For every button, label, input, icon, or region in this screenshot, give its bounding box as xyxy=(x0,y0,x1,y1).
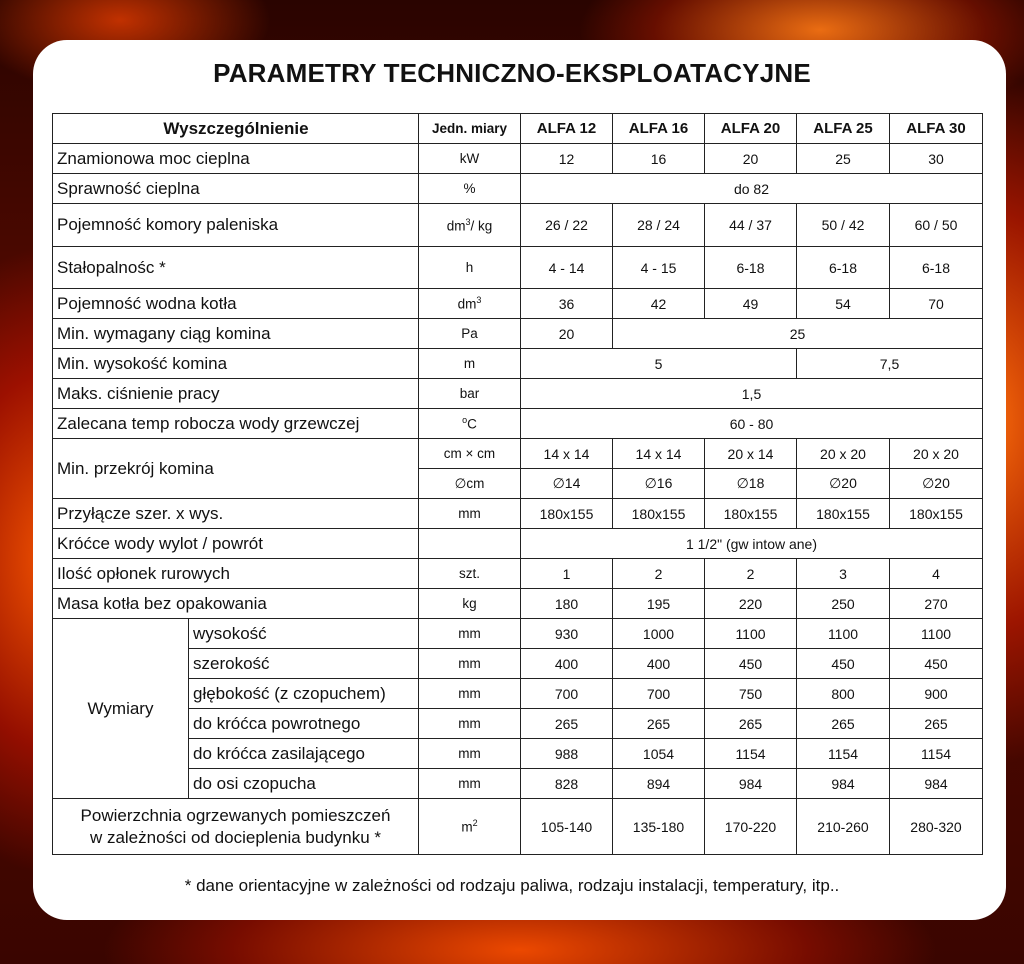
cell-value: 450 xyxy=(705,649,797,679)
table-row xyxy=(53,559,983,589)
cell-value: 54 xyxy=(797,289,890,319)
cell-value: 1000 xyxy=(613,619,705,649)
cell-value: ∅18 xyxy=(705,469,797,499)
cell-value: 70 xyxy=(890,289,983,319)
cell-value: 265 xyxy=(613,709,705,739)
table-row xyxy=(53,379,983,409)
cell-value: 50 / 42 xyxy=(797,204,890,247)
cell-value: 400 xyxy=(613,649,705,679)
row-unit: $^o$C xyxy=(419,409,521,439)
cell-value: 450 xyxy=(797,649,890,679)
cell-value: 1,5 xyxy=(521,379,983,409)
row-unit: m xyxy=(419,349,521,379)
cell-value: 14 x 14 xyxy=(521,439,613,469)
row-unit: $m^2$ xyxy=(419,799,521,855)
cell-value: 700 xyxy=(521,679,613,709)
cell-value: 6-18 xyxy=(705,247,797,289)
cell-value: 26 / 22 xyxy=(521,204,613,247)
row-label: Znamionowa moc cieplna xyxy=(53,144,419,174)
header-model: ALFA 16 xyxy=(613,114,705,144)
cell-value: 900 xyxy=(890,679,983,709)
spec-table xyxy=(52,113,983,855)
cell-value: 49 xyxy=(705,289,797,319)
table-row xyxy=(53,589,983,619)
table-row xyxy=(53,144,983,174)
cell-value: 7,5 xyxy=(797,349,983,379)
cell-value: 265 xyxy=(797,709,890,739)
cell-value: 984 xyxy=(705,769,797,799)
cell-value: 4 xyxy=(890,559,983,589)
row-unit: bar xyxy=(419,379,521,409)
cell-value: 36 xyxy=(521,289,613,319)
row-label: Stałopalnośc * xyxy=(53,247,419,289)
cell-value: 60 - 80 xyxy=(521,409,983,439)
cell-value: 25 xyxy=(797,144,890,174)
cell-value: 20 x 14 xyxy=(705,439,797,469)
row-unit: szt. xyxy=(419,559,521,589)
cell-value: 6-18 xyxy=(797,247,890,289)
row-label: Ilość opłonek rurowych xyxy=(53,559,419,589)
table-row xyxy=(53,769,983,799)
cell-value: 25 xyxy=(613,319,983,349)
cell-value: 28 / 24 xyxy=(613,204,705,247)
table-row xyxy=(53,409,983,439)
row-label-line: w zależności od docieplenia budynku * xyxy=(89,827,382,847)
cell-value: 2 xyxy=(705,559,797,589)
row-label-line: Powierzchnia ogrzewanych pomieszczeń xyxy=(80,805,391,825)
table-row xyxy=(53,649,983,679)
page-title: PARAMETRY TECHNICZNO-EKSPLOATACYJNE xyxy=(213,58,811,88)
table-row xyxy=(53,709,983,739)
cell-value: 988 xyxy=(521,739,613,769)
cell-value: 1100 xyxy=(705,619,797,649)
row-unit: mm xyxy=(419,709,521,739)
cell-value: 14 x 14 xyxy=(613,439,705,469)
table-row xyxy=(53,799,983,855)
row-label: Min. wysokość komina xyxy=(53,349,419,379)
cell-value: 20 xyxy=(705,144,797,174)
table-row xyxy=(53,499,983,529)
row-label: Pojemność komory paleniska xyxy=(53,204,419,247)
table-row xyxy=(53,679,983,709)
table-row xyxy=(53,289,983,319)
row-label: Maks. ciśnienie pracy xyxy=(53,379,419,409)
row-unit: mm xyxy=(419,499,521,529)
row-unit: mm xyxy=(419,739,521,769)
header-model: ALFA 20 xyxy=(705,114,797,144)
cell-value: do 82 xyxy=(521,174,983,204)
row-label: do osi czopucha xyxy=(189,769,419,799)
row-label: Króćce wody wylot / powrót xyxy=(53,529,419,559)
row-label xyxy=(53,799,419,855)
cell-value: 42 xyxy=(613,289,705,319)
row-label: szerokość xyxy=(189,649,419,679)
cell-value: 280-320 xyxy=(890,799,983,855)
cell-value: 195 xyxy=(613,589,705,619)
table-row xyxy=(53,739,983,769)
table-row xyxy=(53,529,983,559)
cell-value: 135-180 xyxy=(613,799,705,855)
cell-value: 700 xyxy=(613,679,705,709)
table-row xyxy=(53,619,983,649)
cell-value: 1 xyxy=(521,559,613,589)
cell-value: 20 x 20 xyxy=(797,439,890,469)
cell-value: 894 xyxy=(613,769,705,799)
cell-value: 400 xyxy=(521,649,613,679)
cell-value: 20 xyxy=(521,319,613,349)
row-unit: mm xyxy=(419,769,521,799)
row-unit: kW xyxy=(419,144,521,174)
header-model: ALFA 30 xyxy=(890,114,983,144)
cell-value: 5 xyxy=(521,349,797,379)
cell-value: 450 xyxy=(890,649,983,679)
cell-value: 4 - 15 xyxy=(613,247,705,289)
header-model: ALFA 12 xyxy=(521,114,613,144)
cell-value: 20 x 20 xyxy=(890,439,983,469)
cell-value: 170-220 xyxy=(705,799,797,855)
cell-value: 250 xyxy=(797,589,890,619)
row-unit: h xyxy=(419,247,521,289)
cell-value: ∅16 xyxy=(613,469,705,499)
cell-value: 180x155 xyxy=(613,499,705,529)
cell-value: 2 xyxy=(613,559,705,589)
cell-value: 265 xyxy=(890,709,983,739)
row-label: Zalecana temp robocza wody grzewczej xyxy=(53,409,419,439)
cell-value: 105-140 xyxy=(521,799,613,855)
row-label: Sprawność cieplna xyxy=(53,174,419,204)
row-unit: $dm^3$ xyxy=(419,289,521,319)
cell-value: 1100 xyxy=(890,619,983,649)
cell-value: 4 - 14 xyxy=(521,247,613,289)
row-unit: Pa xyxy=(419,319,521,349)
cell-value: 1154 xyxy=(705,739,797,769)
row-label: Masa kotła bez opakowania xyxy=(53,589,419,619)
cell-value: 180x155 xyxy=(705,499,797,529)
row-label: wysokość xyxy=(189,619,419,649)
row-unit: $dm^3/$ kg xyxy=(419,204,521,247)
cell-value: 3 xyxy=(797,559,890,589)
cell-value: 12 xyxy=(521,144,613,174)
cell-value: 984 xyxy=(797,769,890,799)
cell-value: 30 xyxy=(890,144,983,174)
cell-value: 984 xyxy=(890,769,983,799)
row-unit: cm × cm xyxy=(419,439,521,469)
cell-value: 1054 xyxy=(613,739,705,769)
row-unit xyxy=(419,529,521,559)
cell-value: 270 xyxy=(890,589,983,619)
cell-value: ∅14 xyxy=(521,469,613,499)
cell-value: 60 / 50 xyxy=(890,204,983,247)
cell-value: 44 / 37 xyxy=(705,204,797,247)
cell-value: ∅20 xyxy=(797,469,890,499)
row-unit: mm xyxy=(419,649,521,679)
cell-value: 6-18 xyxy=(890,247,983,289)
row-label: do króćca powrotnego xyxy=(189,709,419,739)
table-row xyxy=(53,319,983,349)
row-unit: ∅cm xyxy=(419,469,521,499)
row-unit: % xyxy=(419,174,521,204)
header-spec: Wyszczególnienie xyxy=(53,114,419,144)
header-model: ALFA 25 xyxy=(797,114,890,144)
cell-value: 930 xyxy=(521,619,613,649)
row-unit: mm xyxy=(419,679,521,709)
row-label: Min. wymagany ciąg komina xyxy=(53,319,419,349)
table-row xyxy=(53,204,983,247)
cell-value: 1154 xyxy=(890,739,983,769)
table-row xyxy=(53,174,983,204)
table-row xyxy=(53,439,983,469)
cell-value: 1154 xyxy=(797,739,890,769)
cell-value: 1 1/2" (gw intow ane) xyxy=(521,529,983,559)
table-header-row xyxy=(53,114,983,144)
cell-value: 750 xyxy=(705,679,797,709)
row-unit: mm xyxy=(419,619,521,649)
row-label: głębokość (z czopuchem) xyxy=(189,679,419,709)
cell-value: 16 xyxy=(613,144,705,174)
footnote: * dane orientacyjne w zależności od rodzaju paliwa, rodzaju instalacji, temperatury, itp.. xyxy=(184,876,840,895)
cell-value: 180x155 xyxy=(890,499,983,529)
row-unit: kg xyxy=(419,589,521,619)
cell-value: 828 xyxy=(521,769,613,799)
cell-value: 210-260 xyxy=(797,799,890,855)
row-label: Min. przekrój komina xyxy=(53,439,419,499)
table-row xyxy=(53,247,983,289)
group-label-wymiary: Wymiary xyxy=(53,619,189,799)
cell-value: 220 xyxy=(705,589,797,619)
cell-value: 1100 xyxy=(797,619,890,649)
header-unit: Jedn. miary xyxy=(419,114,521,144)
row-label: Przyłącze szer. x wys. xyxy=(53,499,419,529)
row-label: do króćca zasilającego xyxy=(189,739,419,769)
cell-value: 180x155 xyxy=(521,499,613,529)
cell-value: 180 xyxy=(521,589,613,619)
cell-value: 265 xyxy=(705,709,797,739)
row-label: Pojemność wodna kotła xyxy=(53,289,419,319)
cell-value: 265 xyxy=(521,709,613,739)
table-row xyxy=(53,349,983,379)
cell-value: 800 xyxy=(797,679,890,709)
cell-value: 180x155 xyxy=(797,499,890,529)
cell-value: ∅20 xyxy=(890,469,983,499)
